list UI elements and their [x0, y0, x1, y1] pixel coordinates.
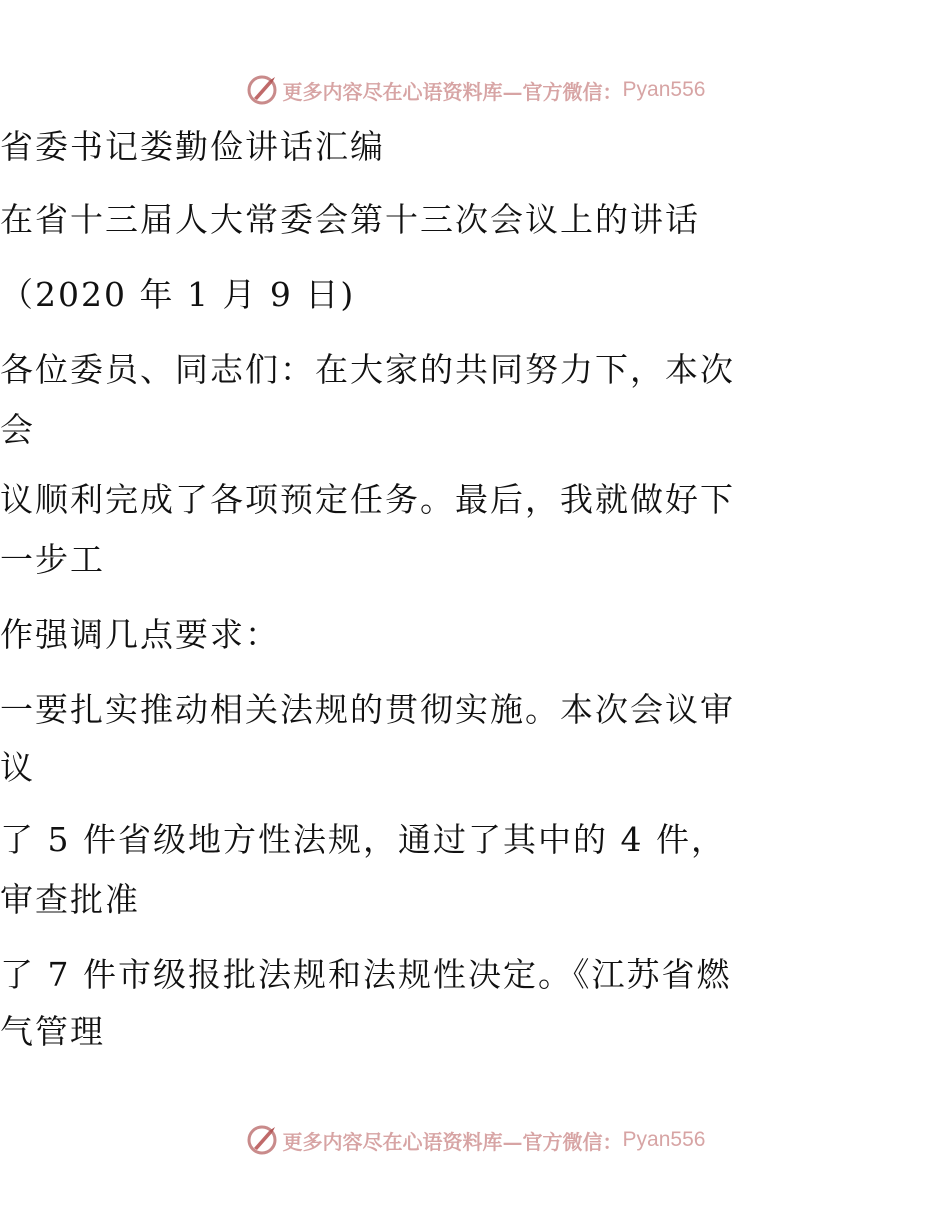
speech-title: 在省十三届人大常委会第十三次会议上的讲话 — [0, 200, 700, 239]
quill-pen-logo-icon — [245, 73, 279, 107]
text-line: 一步工 — [0, 540, 105, 579]
text-line: 会 — [0, 410, 35, 449]
watermark-text: 更多内容尽在心语资料库—官方微信： — [282, 1129, 623, 1154]
watermark-header — [0, 70, 950, 110]
text-line: 各位委员、同志们：在大家的共同努力下，本次 — [0, 350, 735, 389]
watermark-text: 更多内容尽在心语资料库—官方微信： — [282, 79, 623, 104]
text-line: 了 7 件市级报批法规和法规性决定。《江苏省燃 — [0, 955, 732, 994]
watermark-handle: Pyan556 — [622, 1128, 706, 1151]
text-line: 审查批准 — [0, 880, 140, 919]
watermark-handle: Pyan556 — [622, 78, 706, 101]
speech-date: （2020 年 1 月 9 日) — [0, 275, 356, 314]
text-line: 议 — [0, 748, 35, 787]
text-line: 了 5 件省级地方性法规，通过了其中的 4 件， — [0, 820, 726, 859]
quill-pen-logo-icon — [245, 1123, 279, 1157]
text-line: 气管理 — [0, 1012, 105, 1051]
text-line: 作强调几点要求： — [0, 615, 280, 654]
text-line: 议顺利完成了各项预定任务。最后，我就做好下 — [0, 480, 735, 519]
document-title: 省委书记娄勤俭讲话汇编 — [0, 127, 385, 166]
watermark-footer — [0, 1120, 950, 1160]
text-line: 一要扎实推动相关法规的贯彻实施。本次会议审 — [0, 690, 735, 729]
